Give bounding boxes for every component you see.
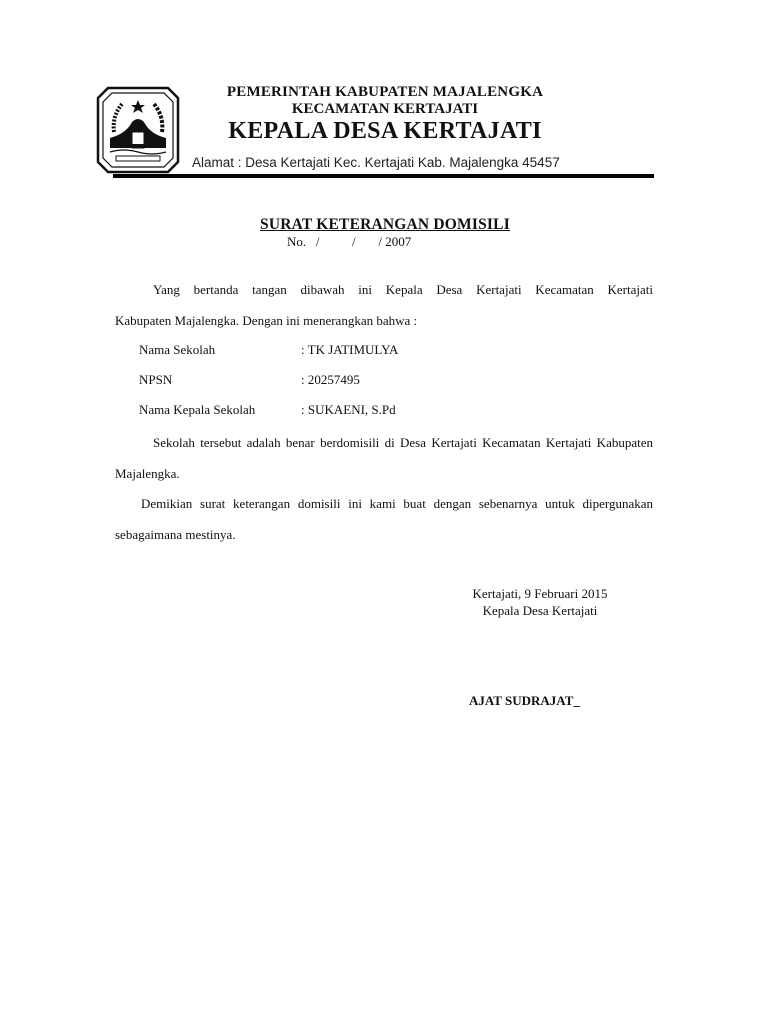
field-label-school-name: Nama Sekolah [139,342,216,357]
letterhead-address: Alamat : Desa Kertajati Kec. Kertajati Kab. Majalengka 45457 [192,155,560,170]
field-label-npsn: NPSN [139,372,173,387]
letterhead-divider [113,174,654,178]
statement-paragraph: Sekolah tersebut adalah benar berdomisili di Desa Kertajati Kecamatan Kertajati Kabupaten Majalengka. [115,435,653,481]
field-value-school-name: : TK JATIMULYA [301,342,399,357]
field-value-npsn: : 20257495 [301,372,360,387]
field-label-principal: Nama Kepala Sekolah [139,402,256,417]
signatory-name: AJAT SUDRAJAT_ [469,693,580,708]
document-number: No. / / / 2007 [287,234,412,249]
signature-position: Kepala Desa Kertajati [482,603,598,618]
opening-line-2: Kabupaten Majalengka. Dengan ini menerangkan bahwa : [115,313,418,328]
opening-line-1: Yang bertanda tangan dibawah ini Kepala Desa Kertajati Kecamatan Kertajati [153,282,653,297]
signature-place-date: Kertajati, 9 Februari 2015 [472,586,608,601]
closing-paragraph: Demikian surat keterangan domisili ini kami buat dengan sebenarnya untuk dipergunakan sebagaimana mestinya. [115,496,653,542]
letterhead-office: KEPALA DESA KERTAJATI [228,118,542,144]
letterhead-government: PEMERINTAH KABUPATEN MAJALENGKA [226,84,544,100]
document-title: SURAT KETERANGAN DOMISILI [260,216,510,233]
letterhead-district: KECAMATAN KERTAJATI [291,101,479,117]
field-value-principal: : SUKAENI, S.Pd [301,402,396,417]
regency-emblem-logo [96,86,180,174]
opening-paragraph [115,274,653,336]
